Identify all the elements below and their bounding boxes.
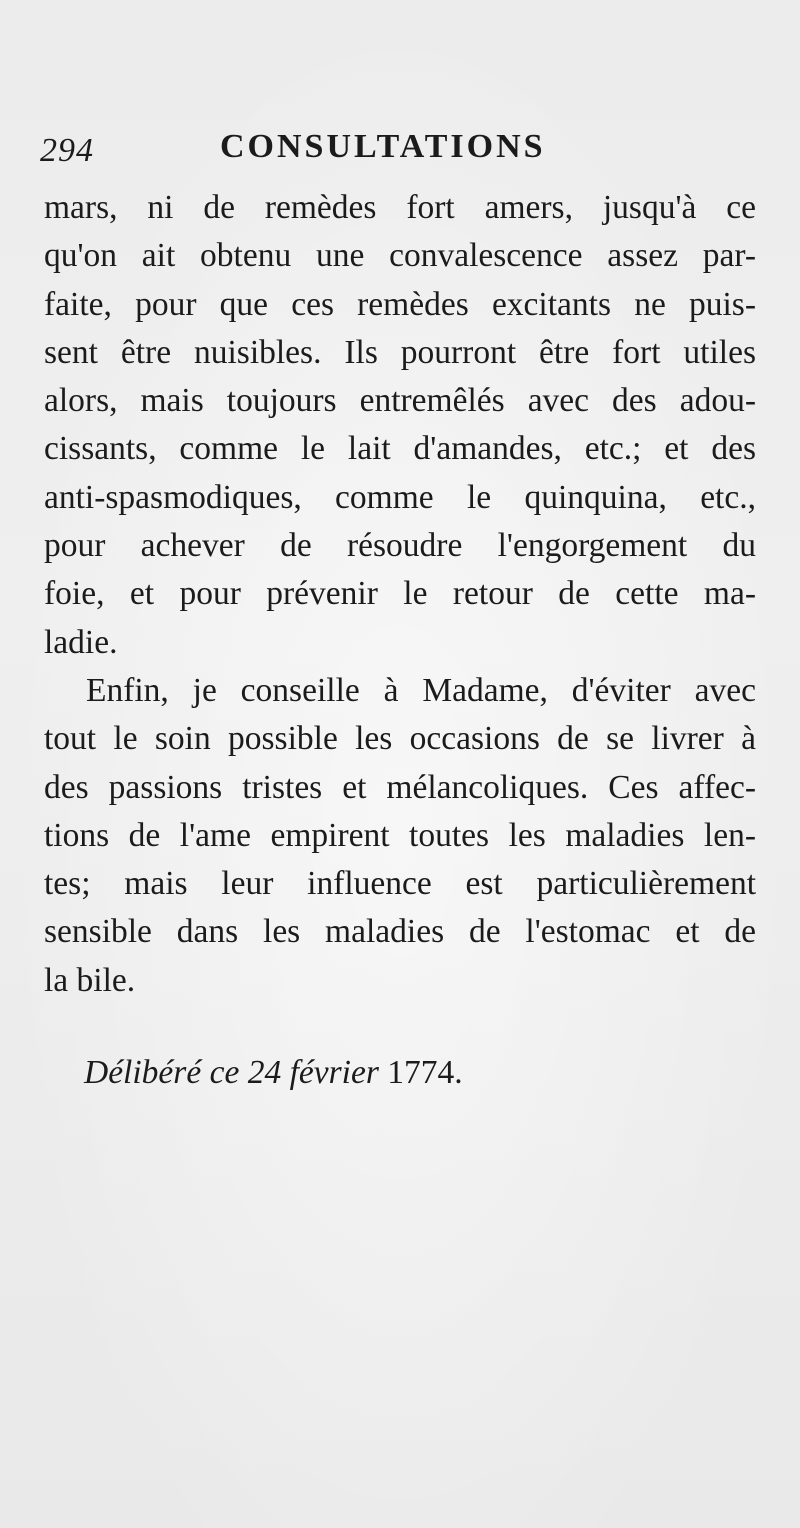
text-line: la bile.	[44, 961, 136, 999]
text-line: ladie.	[44, 623, 118, 661]
text-line: tout le soin possible les occasions de se livrer à	[44, 720, 756, 758]
text-line: mars, ni de remèdes fort amers, jusqu'à ce	[44, 189, 756, 226]
text-line: pour achever de résoudre l'engorgement du	[44, 527, 756, 565]
running-title: CONSULTATIONS	[220, 128, 546, 165]
text-line: alors, mais toujours entremêlés avec des adou-	[44, 382, 756, 420]
page-number: 294	[40, 132, 94, 169]
text-line: tions de l'ame empirent toutes les maladies len-	[44, 816, 756, 854]
paragraph-2	[44, 667, 756, 1005]
text-line: sensible dans les maladies de l'estomac et de	[44, 913, 756, 951]
paragraph-1	[44, 184, 756, 667]
text-line: tes; mais leur influence est particulièrement	[44, 865, 756, 903]
page-header	[40, 128, 760, 178]
text-line: foie, et pour prévenir le retour de cette ma-	[44, 575, 756, 613]
text-line: des passions tristes et mélancoliques. Ces affec-	[44, 768, 756, 806]
main-text	[44, 184, 756, 1097]
text-line: Enfin, je conseille à Madame, d'éviter avec	[86, 671, 756, 709]
text-line: sent être nuisibles. Ils pourront être fort utiles	[44, 333, 756, 371]
text-line: cissants, comme le lait d'amandes, etc.; et des	[44, 430, 756, 468]
closing-year: 1774.	[387, 1054, 463, 1092]
text-line: qu'on ait obtenu une convalescence assez par-	[44, 237, 756, 275]
text-line: anti-spasmodiques, comme le quinquina, etc.,	[44, 478, 756, 516]
text-line: faite, pour que ces remèdes excitants ne puis-	[44, 285, 756, 323]
closing-text: Délibéré ce 24 février	[84, 1054, 379, 1092]
closing-date-line	[44, 1049, 756, 1097]
